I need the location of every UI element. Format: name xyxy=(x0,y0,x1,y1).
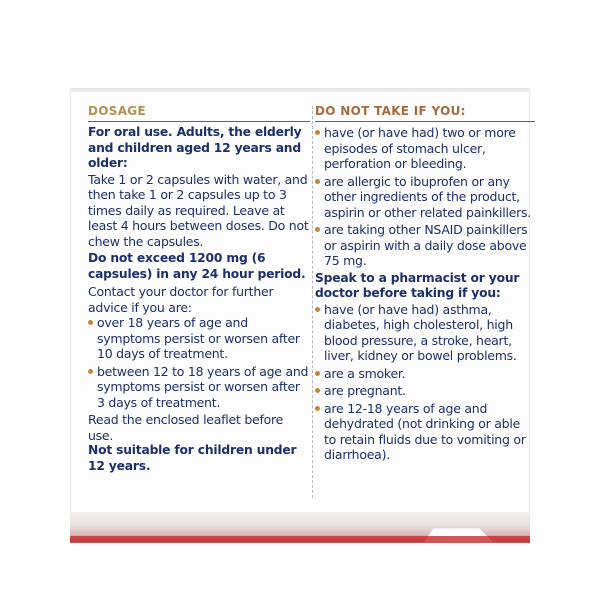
list-item: are taking other NSAID painkillers or aspirin with a daily dose above 75 mg. xyxy=(315,222,535,269)
list-item: are allergic to ibuprofen or any other ingredients of the product, aspirin or other related painkillers. xyxy=(315,174,535,221)
dosage-instructions: Take 1 or 2 capsules with water, and then take 1 or 2 capsules up to 3 times daily as required. Leave at least 4 hours between doses. Do not chew the capsules. xyxy=(88,171,309,249)
contact-list xyxy=(88,315,310,410)
bullet-icon xyxy=(315,179,320,184)
dosage-section xyxy=(88,104,310,474)
column-divider xyxy=(312,106,313,498)
list-item: over 18 years of age and symptoms persist or worsen after 10 days of treatment. xyxy=(88,315,310,362)
bullet-icon xyxy=(88,369,93,374)
box-red-base xyxy=(70,536,530,543)
speak-list xyxy=(315,302,535,463)
leaflet-note: Read the enclosed leaflet before use. xyxy=(88,412,284,443)
list-item: have (or have had) asthma, diabetes, high cholesterol, high blood pressure, a stroke, heart, liver, kidney or bowel problems. xyxy=(315,302,535,364)
dosage-contact: Contact your doctor for further advice if you are: xyxy=(88,284,274,315)
list-item: have (or have had) two or more episodes of stomach ulcer, perforation or bleeding. xyxy=(315,125,535,172)
bullet-icon xyxy=(88,320,93,325)
list-item: are a smoker. xyxy=(315,366,535,382)
do-not-take-heading: DO NOT TAKE IF YOU: xyxy=(315,104,535,122)
dosage-limit: Do not exceed 1200 mg (6 capsules) in any 24 hour period. xyxy=(88,251,306,281)
bullet-icon xyxy=(315,227,320,232)
bullet-icon xyxy=(315,406,320,411)
list-item: are pregnant. xyxy=(315,383,535,399)
list-item: are 12-18 years of age and dehydrated (not drinking or able to retain fluids due to vomiting or diarrhoea). xyxy=(315,401,535,463)
do-not-take-section xyxy=(315,104,535,463)
dosage-intro: For oral use. Adults, the elderly and children aged 12 years and older: xyxy=(88,125,302,170)
not-suitable-note: Not suitable for children under 12 years. xyxy=(88,443,297,473)
dosage-heading: DOSAGE xyxy=(88,104,310,122)
bullet-icon xyxy=(315,307,320,312)
do-not-take-list xyxy=(315,125,535,269)
list-item: between 12 to 18 years of age and symptoms persist or worsen after 3 days of treatment. xyxy=(88,364,310,411)
bullet-icon xyxy=(315,388,320,393)
speak-to-pharmacist: Speak to a pharmacist or your doctor before taking if you: xyxy=(315,270,520,300)
bullet-icon xyxy=(315,130,320,135)
bullet-icon xyxy=(315,371,320,376)
